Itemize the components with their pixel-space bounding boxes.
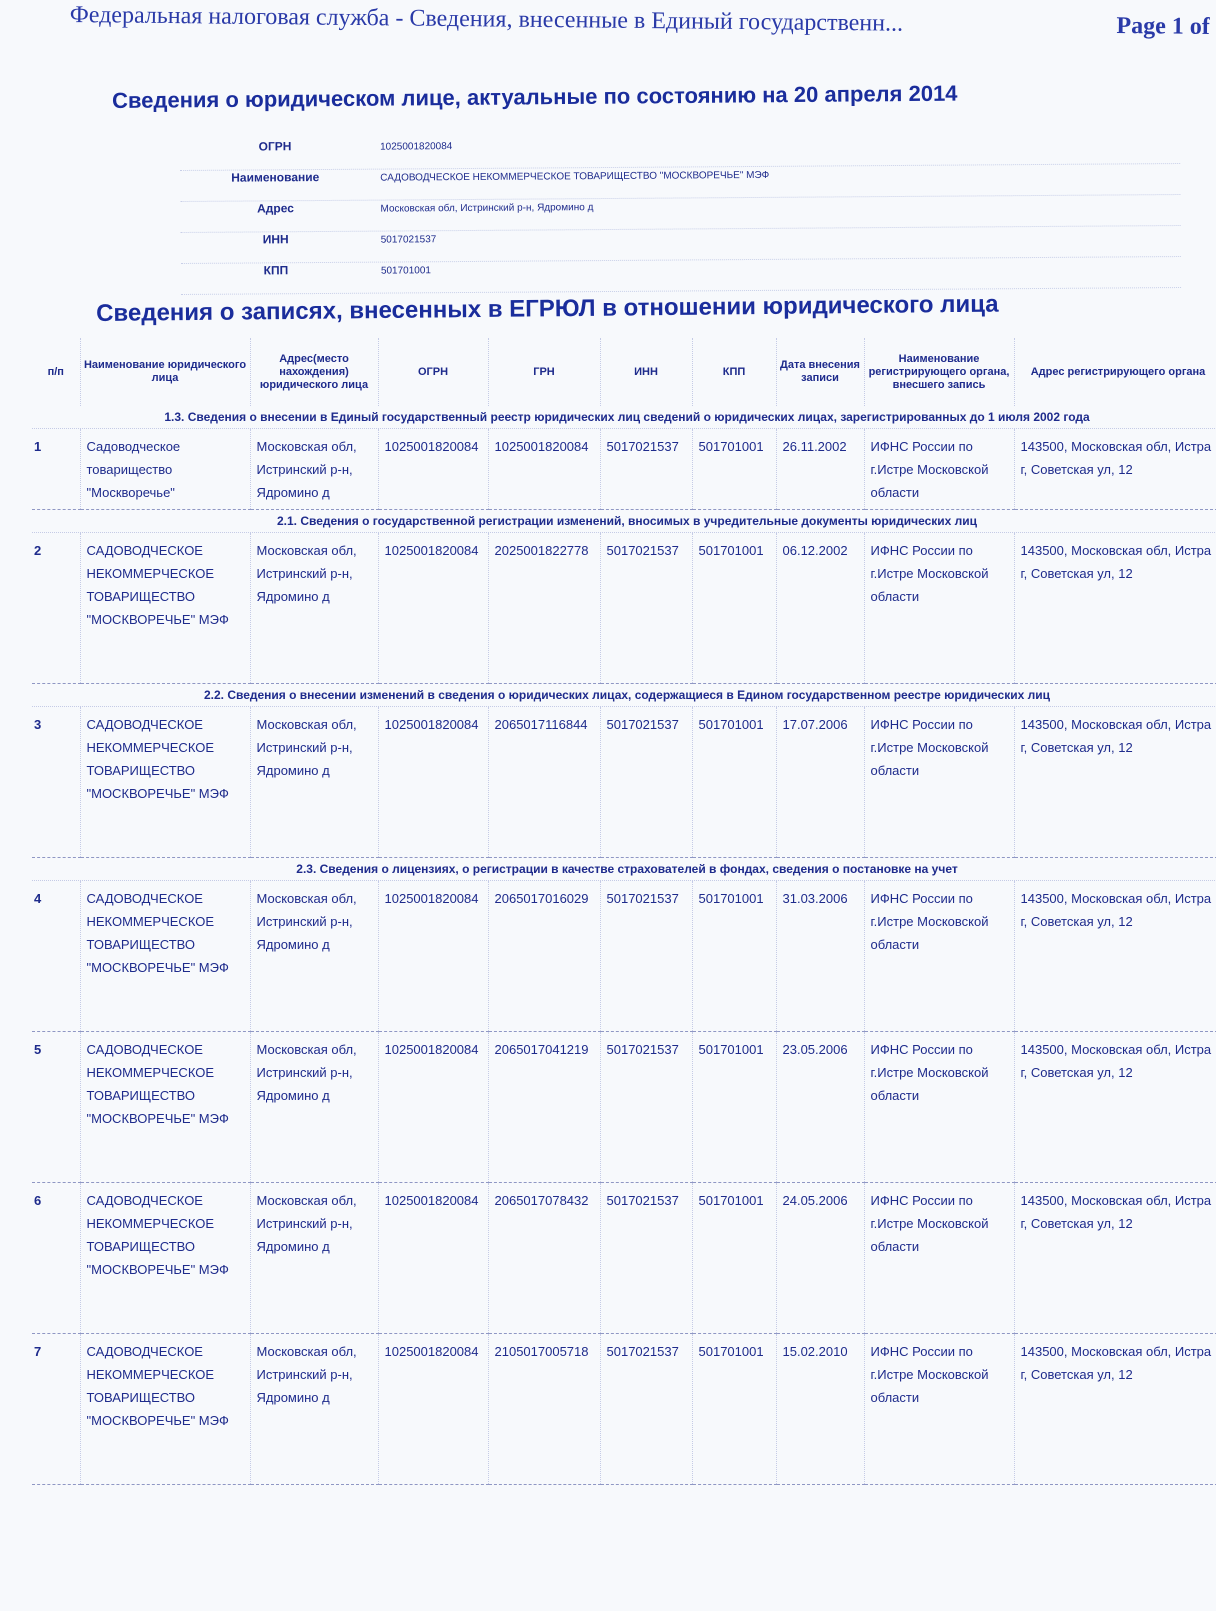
table-header-row <box>32 338 1216 406</box>
cell-name: САДОВОДЧЕСКОЕ НЕКОММЕРЧЕСКОЕ ТОВАРИЩЕСТВО "МОСКВОРЕЧЬЕ" МЭФ <box>80 1334 250 1485</box>
cell-org-address: 143500, Московская обл, Истра г, Советская ул, 12 <box>1014 881 1216 1032</box>
summary-value: 5017021537 <box>380 234 437 246</box>
cell-kpp: 501701001 <box>692 881 776 1032</box>
summary-row-kpp <box>181 257 1181 295</box>
summary-value: 501701001 <box>380 265 432 277</box>
cell-org-address: 143500, Московская обл, Истра г, Советская ул, 12 <box>1014 1334 1216 1485</box>
cell-ogrn: 1025001820084 <box>378 881 488 1032</box>
cell-number: 4 <box>32 881 80 1032</box>
cell-name: САДОВОДЧЕСКОЕ НЕКОММЕРЧЕСКОЕ ТОВАРИЩЕСТВО "МОСКВОРЕЧЬЕ" МЭФ <box>80 1183 250 1334</box>
cell-number: 3 <box>32 707 80 858</box>
cell-grn: 1025001820084 <box>488 429 600 510</box>
table-row <box>32 1334 1216 1485</box>
summary-value: Московская обл, Истринский р-н, Ядромино д <box>380 202 594 215</box>
cell-ogrn: 1025001820084 <box>378 429 488 510</box>
page-title: Сведения о юридическом лице, актуальные по состоянию на 20 апреля 2014 <box>112 80 958 113</box>
cell-inn: 5017021537 <box>600 429 692 510</box>
summary-label: КПП <box>263 263 289 278</box>
section-heading: 2.2. Сведения о внесении изменений в сведения о юридических лицах, содержащиеся в Едином государственном реестре юридических лиц <box>32 684 1216 707</box>
cell-org: ИФНС России по г.Истре Московской области <box>864 1183 1014 1334</box>
table-row <box>32 1032 1216 1183</box>
cell-grn: 2025001822778 <box>488 533 600 684</box>
cell-kpp: 501701001 <box>692 533 776 684</box>
cell-kpp: 501701001 <box>692 429 776 510</box>
section-heading-row <box>32 406 1216 429</box>
column-header: Наименование регистрирующего органа, внесшего запись <box>864 338 1014 406</box>
cell-number: 6 <box>32 1183 80 1334</box>
cell-inn: 5017021537 <box>600 707 692 858</box>
table-row <box>32 707 1216 858</box>
cell-org-address: 143500, Московская обл, Истра г, Советская ул, 12 <box>1014 533 1216 684</box>
section-heading-row <box>32 684 1216 707</box>
cell-date: 24.05.2006 <box>776 1183 864 1334</box>
column-header: Адрес(место нахождения) юридического лица <box>250 338 378 406</box>
table-row <box>32 1183 1216 1334</box>
cell-number: 2 <box>32 533 80 684</box>
column-header: ОГРН <box>378 338 488 406</box>
column-header: КПП <box>692 338 776 406</box>
cell-address: Московская обл, Истринский р-н, Ядромино д <box>250 533 378 684</box>
cell-name: САДОВОДЧЕСКОЕ НЕКОММЕРЧЕСКОЕ ТОВАРИЩЕСТВО "МОСКВОРЕЧЬЕ" МЭФ <box>80 533 250 684</box>
cell-date: 31.03.2006 <box>776 881 864 1032</box>
cell-inn: 5017021537 <box>600 1032 692 1183</box>
summary-value: САДОВОДЧЕСКОЕ НЕКОММЕРЧЕСКОЕ ТОВАРИЩЕСТВО "МОСКВОРЕЧЬЕ" МЭФ <box>380 169 770 184</box>
cell-number: 5 <box>32 1032 80 1183</box>
cell-grn: 2065017078432 <box>488 1183 600 1334</box>
summary-label: ОГРН <box>258 139 292 154</box>
print-header-title: Федеральная налоговая служба - Сведения, внесенные в Единый государственн... <box>69 2 904 37</box>
browser-print-header <box>70 2 1210 44</box>
cell-inn: 5017021537 <box>600 881 692 1032</box>
records-table <box>32 338 1216 1485</box>
column-header: ИНН <box>600 338 692 406</box>
cell-ogrn: 1025001820084 <box>378 1032 488 1183</box>
cell-name: САДОВОДЧЕСКОЕ НЕКОММЕРЧЕСКОЕ ТОВАРИЩЕСТВО "МОСКВОРЕЧЬЕ" МЭФ <box>80 1032 250 1183</box>
cell-org-address: 143500, Московская обл, Истра г, Советская ул, 12 <box>1014 429 1216 510</box>
cell-number: 7 <box>32 1334 80 1485</box>
cell-date: 26.11.2002 <box>776 429 864 510</box>
summary-label: ИНН <box>262 232 289 247</box>
cell-org: ИФНС России по г.Истре Московской области <box>864 1032 1014 1183</box>
cell-address: Московская обл, Истринский р-н, Ядромино д <box>250 1032 378 1183</box>
cell-org-address: 143500, Московская обл, Истра г, Советская ул, 12 <box>1014 1032 1216 1183</box>
cell-grn: 2065017116844 <box>488 707 600 858</box>
cell-org: ИФНС России по г.Истре Московской области <box>864 881 1014 1032</box>
cell-inn: 5017021537 <box>600 1334 692 1485</box>
cell-ogrn: 1025001820084 <box>378 533 488 684</box>
cell-org-address: 143500, Московская обл, Истра г, Советская ул, 12 <box>1014 1183 1216 1334</box>
cell-name: Садоводческое товарищество "Москворечье" <box>80 429 250 510</box>
cell-address: Московская обл, Истринский р-н, Ядромино д <box>250 881 378 1032</box>
cell-inn: 5017021537 <box>600 533 692 684</box>
cell-address: Московская обл, Истринский р-н, Ядромино д <box>250 429 378 510</box>
cell-grn: 2105017005718 <box>488 1334 600 1485</box>
cell-date: 06.12.2002 <box>776 533 864 684</box>
cell-date: 23.05.2006 <box>776 1032 864 1183</box>
cell-org: ИФНС России по г.Истре Московской области <box>864 1334 1014 1485</box>
cell-org-address: 143500, Московская обл, Истра г, Советская ул, 12 <box>1014 707 1216 858</box>
section-heading-row <box>32 858 1216 881</box>
column-header: Наименование юридического лица <box>80 338 250 406</box>
cell-address: Московская обл, Истринский р-н, Ядромино д <box>250 707 378 858</box>
cell-org: ИФНС России по г.Истре Московской области <box>864 429 1014 510</box>
cell-ogrn: 1025001820084 <box>378 707 488 858</box>
column-header: Дата внесения записи <box>776 338 864 406</box>
cell-ogrn: 1025001820084 <box>378 1183 488 1334</box>
summary-value: 1025001820084 <box>380 141 453 153</box>
cell-date: 17.07.2006 <box>776 707 864 858</box>
cell-kpp: 501701001 <box>692 1032 776 1183</box>
cell-org: ИФНС России по г.Истре Московской области <box>864 533 1014 684</box>
summary-label: Наименование <box>231 170 320 185</box>
cell-address: Московская обл, Истринский р-н, Ядромино д <box>250 1183 378 1334</box>
page-indicator: Page 1 of <box>1116 12 1210 40</box>
cell-ogrn: 1025001820084 <box>378 1334 488 1485</box>
column-header: ГРН <box>488 338 600 406</box>
section-heading-row <box>32 510 1216 533</box>
section-heading: 1.3. Сведения о внесении в Единый государственный реестр юридических лиц сведений о юридических лицах, зарегистрированных до 1 июля 2002 года <box>32 406 1216 429</box>
column-header: Адрес регистрирующего органа <box>1014 338 1216 406</box>
cell-grn: 2065017041219 <box>488 1032 600 1183</box>
cell-grn: 2065017016029 <box>488 881 600 1032</box>
cell-number: 1 <box>32 429 80 510</box>
cell-address: Московская обл, Истринский р-н, Ядромино д <box>250 1334 378 1485</box>
cell-kpp: 501701001 <box>692 1183 776 1334</box>
section-heading: 2.3. Сведения о лицензиях, о регистрации в качестве страхователей в фондах, сведения о постановке на учет <box>32 858 1216 881</box>
entity-summary <box>180 133 1181 295</box>
cell-kpp: 501701001 <box>692 707 776 858</box>
cell-name: САДОВОДЧЕСКОЕ НЕКОММЕРЧЕСКОЕ ТОВАРИЩЕСТВО "МОСКВОРЕЧЬЕ" МЭФ <box>80 881 250 1032</box>
column-header: п/п <box>32 338 80 406</box>
summary-label: Адрес <box>257 201 294 216</box>
records-title: Сведения о записях, внесенных в ЕГРЮЛ в отношении юридического лица <box>96 290 999 327</box>
section-heading: 2.1. Сведения о государственной регистрации изменений, вносимых в учредительные документы юридических лиц <box>32 510 1216 533</box>
table-row <box>32 533 1216 684</box>
cell-name: САДОВОДЧЕСКОЕ НЕКОММЕРЧЕСКОЕ ТОВАРИЩЕСТВО "МОСКВОРЕЧЬЕ" МЭФ <box>80 707 250 858</box>
cell-kpp: 501701001 <box>692 1334 776 1485</box>
cell-org: ИФНС России по г.Истре Московской области <box>864 707 1014 858</box>
cell-inn: 5017021537 <box>600 1183 692 1334</box>
table-row <box>32 429 1216 510</box>
cell-date: 15.02.2010 <box>776 1334 864 1485</box>
records-section <box>8 338 1216 1608</box>
table-row <box>32 881 1216 1032</box>
